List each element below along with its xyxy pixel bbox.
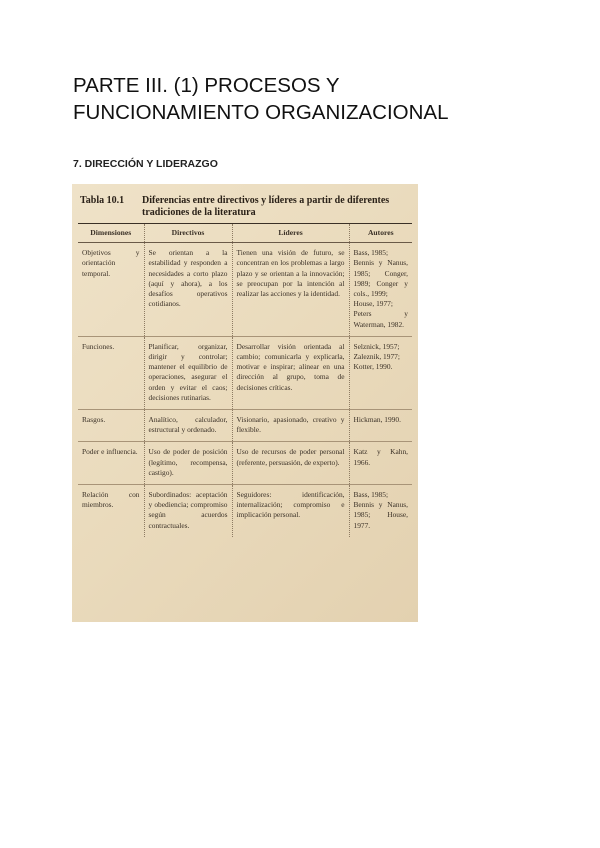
cell-dimension: Poder e influencia. — [78, 442, 144, 485]
cell-directivos: Uso de poder de posición (legítimo, recompensa, castigo). — [144, 442, 232, 485]
author-ref: Bennis y Nanus, 1985; Conger, 1989; Conger y cols., 1999; — [353, 258, 408, 299]
header-dimensiones: Dimensiones — [78, 224, 144, 243]
table-row — [78, 485, 412, 537]
cell-autores — [349, 243, 412, 337]
cell-dimension: Relación con miembros. — [82, 490, 140, 510]
table-header-row — [78, 224, 412, 243]
table-row — [78, 243, 412, 337]
cell-directivos: Subordinados: aceptación y obediencia; compromiso según acuerdos contractuales. — [144, 485, 232, 537]
author-ref: Bass, 1985; — [353, 248, 388, 258]
author-ref: Katz y Kahn, 1966. — [353, 447, 408, 467]
cell-dimension: Rasgos. — [78, 410, 144, 442]
cell-lideres: Tienen una visión de futuro, se concentran en los problemas a largo plazo y se orientan a la innovación; se preocupan por la intención al realizar las acciones y la identidad. — [232, 243, 349, 337]
author-ref: Zaleznik, 1977; — [353, 352, 400, 362]
cell-directivos: Analítico, calculador, estructural y ordenado. — [144, 410, 232, 442]
cell-dimension: Objetivos y orientación temporal. — [78, 243, 144, 337]
cell-lideres: Desarrollar visión orientada al cambio; comunicarla y explicarla, motivar e inspirar; alinear en una dirección al grupo, toma de decisiones críticas. — [232, 336, 349, 409]
header-directivos: Directivos — [144, 224, 232, 243]
table-row — [78, 336, 412, 409]
table-caption-text: Diferencias entre directivos y líderes a partir de diferentes tradiciones de la literatura — [142, 195, 390, 218]
table-caption — [78, 190, 412, 224]
author-ref: Selznick, 1957; — [353, 341, 400, 351]
section-title: 7. DIRECCIÓN Y LIDERAZGO — [73, 158, 218, 170]
author-ref: Peters y Waterman, 1982. — [353, 309, 408, 329]
comparison-table — [78, 224, 412, 537]
author-ref: Bennis y Nanus, 1985; House, 1977. — [353, 500, 408, 530]
table-row — [78, 442, 412, 485]
header-autores: Autores — [349, 224, 412, 243]
author-ref: Hickman, 1990. — [353, 415, 401, 425]
author-ref: House, 1977; — [353, 299, 393, 309]
cell-directivos: Planificar, organizar, dirigir y controlar; mantener el equilibrio de operaciones, asegurar el orden y evitar el caos; decisiones rutinarias. — [144, 336, 232, 409]
cell-autores — [349, 485, 412, 537]
table-row — [78, 410, 412, 442]
cell-lideres: Uso de recursos de poder personal (referente, persuasión, de experto). — [232, 442, 349, 485]
scanned-table-image — [72, 184, 418, 622]
cell-autores — [349, 442, 412, 485]
header-lideres: Líderes — [232, 224, 349, 243]
table-number: Tabla 10.1 — [80, 195, 125, 206]
cell-lideres: Seguidores: identificación, internalización; compromiso e implicación personal. — [232, 485, 349, 537]
author-ref: Bass, 1985; — [353, 490, 388, 500]
cell-autores — [349, 410, 412, 442]
part-title — [73, 72, 573, 126]
part-title-line-1: PARTE III. (1) PROCESOS Y — [73, 74, 340, 97]
part-title-line-2: FUNCIONAMIENTO ORGANIZACIONAL — [73, 101, 449, 124]
cell-dimension: Funciones. — [78, 336, 144, 409]
cell-autores — [349, 336, 412, 409]
author-ref: Kotter, 1990. — [353, 362, 393, 372]
cell-directivos: Se orientan a la estabilidad y responden a necesidades a corto plazo (aquí y ahora), a los desafíos operativos cotidianos. — [144, 243, 232, 337]
cell-lideres: Visionario, apasionado, creativo y flexible. — [232, 410, 349, 442]
